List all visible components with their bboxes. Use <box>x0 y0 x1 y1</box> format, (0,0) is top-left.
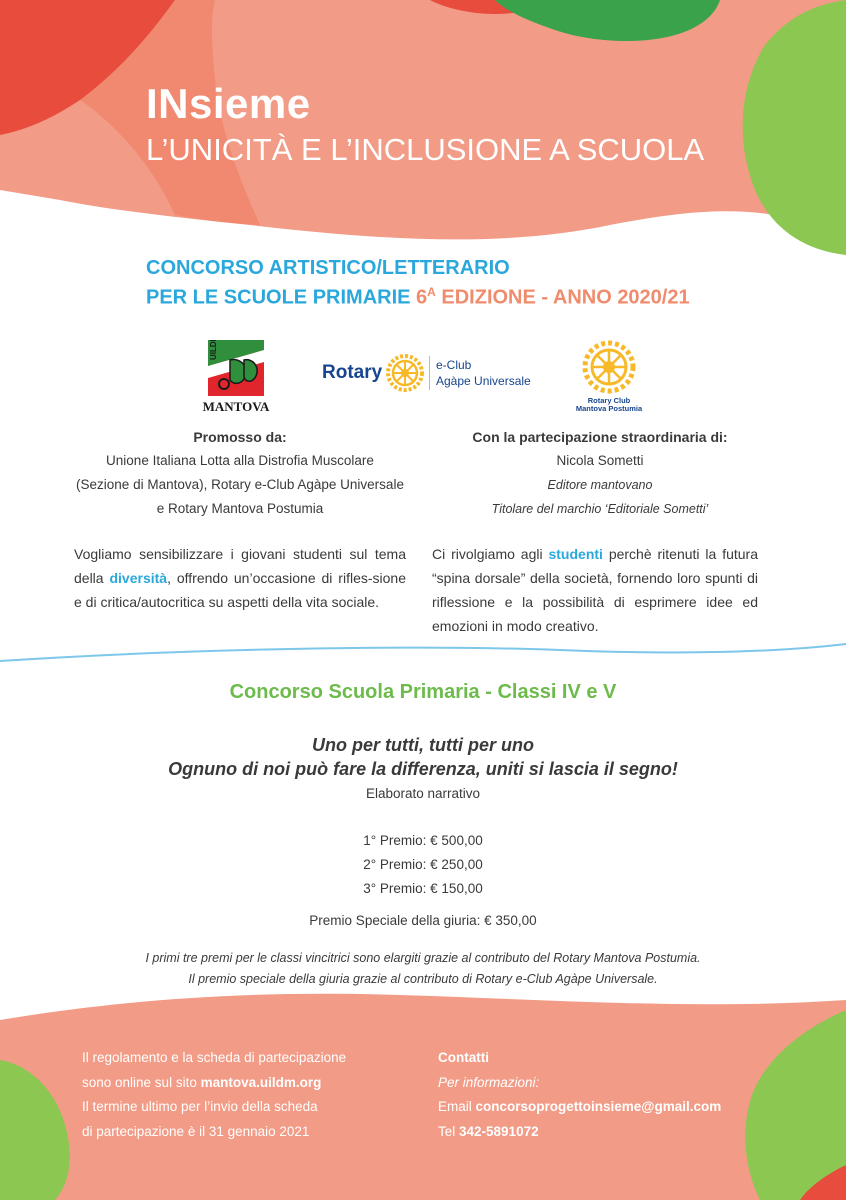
prize-first: 1° Premio: € 500,00 <box>363 833 483 848</box>
footer-contacts-block <box>438 1046 838 1144</box>
entry-type: Elaborato narrativo <box>365 786 481 801</box>
left-paragraph-highlight: diversità <box>109 570 168 586</box>
uildm-small-text: UILDM <box>209 340 218 360</box>
promoted-heading: Promosso da: <box>193 429 287 445</box>
contacts-heading <box>438 1046 838 1071</box>
page-subtitle: L’UNICITÀ E L’INCLUSIONE A SCUOLA <box>146 132 705 167</box>
contest-edition-number: 6 <box>416 286 428 309</box>
rotary-eclub-logo <box>322 352 532 396</box>
page-title: INsieme <box>146 80 311 127</box>
tel-label: Tel <box>438 1123 460 1139</box>
rotary-club-mantova-logo <box>572 340 646 414</box>
rotary-wheel-icon <box>386 354 424 392</box>
participation-name: Nicola Sometti <box>556 453 644 468</box>
contest-schools-text: PER LE SCUOLE PRIMARIE <box>146 286 417 309</box>
email-link[interactable]: concorsoprogettoinsieme@gmail.com <box>475 1099 722 1114</box>
uildm-logo-graphic <box>208 340 264 396</box>
contest-heading-line2 <box>146 285 690 310</box>
motto-line-1: Uno per tutti, tutti per uno <box>312 735 534 755</box>
rotary-club-line2: Mantova Postumia <box>575 404 643 413</box>
footer-left-line-2-text: sono online sul sito <box>82 1074 201 1090</box>
contest-heading-line1: CONCORSO ARTISTICO/LETTERARIO <box>146 257 510 279</box>
right-paragraph <box>432 542 758 638</box>
left-paragraph-post: , offrendo un’occasione di rifles-sione e di critica/autocritica su aspetti della vita sociale. <box>74 570 406 610</box>
note-line-2: Il premio speciale della giuria grazie al contributo di Rotary e-Club Agàpe Universale. <box>188 972 658 986</box>
prize-third: 3° Premio: € 150,00 <box>363 881 483 896</box>
footer-left-block <box>82 1046 402 1144</box>
promoted-line-3: e Rotary Mantova Postumia <box>156 501 324 516</box>
contest-edition-text: EDIZIONE - ANNO 2020/21 <box>435 286 690 309</box>
contacts-heading-text: Contatti <box>438 1050 489 1065</box>
participation-block <box>420 425 780 521</box>
left-paragraph <box>74 542 406 614</box>
promoted-by-block <box>60 425 420 521</box>
right-paragraph-post: perchè ritenuti la futura “spina dorsale” della società, fornendo loro spunti di riflessione e la possibilità di esprimere idee ed emozioni in modo creativo. <box>432 546 759 634</box>
email-label: Email <box>438 1099 476 1114</box>
rotary-club-line1: Rotary Club <box>587 396 631 405</box>
prize-second: 2° Premio: € 250,00 <box>363 857 483 872</box>
footer-left-line-3: Il termine ultimo per l’invio della scheda <box>82 1099 318 1114</box>
rotary-wordmark: Rotary <box>322 362 383 383</box>
footer-left-line-2 <box>82 1071 402 1096</box>
promoted-line-2: (Sezione di Mantova), Rotary e-Club Agàpe Universale <box>76 477 404 492</box>
blue-divider-curve <box>0 644 846 661</box>
right-paragraph-highlight: studenti <box>548 546 603 562</box>
eclub-line1: e-Club <box>436 358 472 372</box>
participation-role: Editore mantovano <box>547 478 653 492</box>
website-link[interactable]: mantova.uildm.org <box>200 1074 322 1090</box>
section-heading: Concorso Scuola Primaria - Classi IV e V <box>229 681 617 703</box>
left-paragraph-pre: Vogliamo sensibilizzare i giovani studenti sul tema della <box>74 546 406 586</box>
rotary-club-wheel-icon <box>582 340 636 394</box>
motto-line-2: Ognuno di noi può fare la differenza, uniti si lascia il segno! <box>168 759 678 779</box>
participation-heading: Con la partecipazione straordinaria di: <box>472 429 728 445</box>
eclub-line2: Agàpe Universale <box>436 374 531 388</box>
info-label <box>438 1071 838 1096</box>
note-line-1: I primi tre premi per le classi vincitrici sono elargiti grazie al contributo del Rotary Mantova Postumia. <box>145 951 701 965</box>
eclub-divider <box>429 356 430 390</box>
participation-brand: Titolare del marchio ‘Editoriale Sometti’ <box>491 502 709 516</box>
email-line <box>438 1095 838 1120</box>
tel-number[interactable]: 342-5891072 <box>459 1123 539 1139</box>
right-paragraph-pre: Ci rivolgiamo agli <box>432 546 549 562</box>
tel-line <box>438 1120 838 1145</box>
info-label-text: Per informazioni: <box>438 1074 540 1090</box>
footer-left-line-1: Il regolamento e la scheda di partecipazione <box>82 1050 347 1065</box>
contest-edition-superscript: A <box>427 285 436 299</box>
prize-special: Premio Speciale della giuria: € 350,00 <box>309 913 537 928</box>
promoted-line-1: Unione Italiana Lotta alla Distrofia Muscolare <box>106 453 374 468</box>
uildm-caption: MANTOVA <box>202 399 270 414</box>
uildm-logo <box>208 340 264 396</box>
footer-left-line-4: di partecipazione è il 31 gennaio 2021 <box>82 1123 310 1139</box>
